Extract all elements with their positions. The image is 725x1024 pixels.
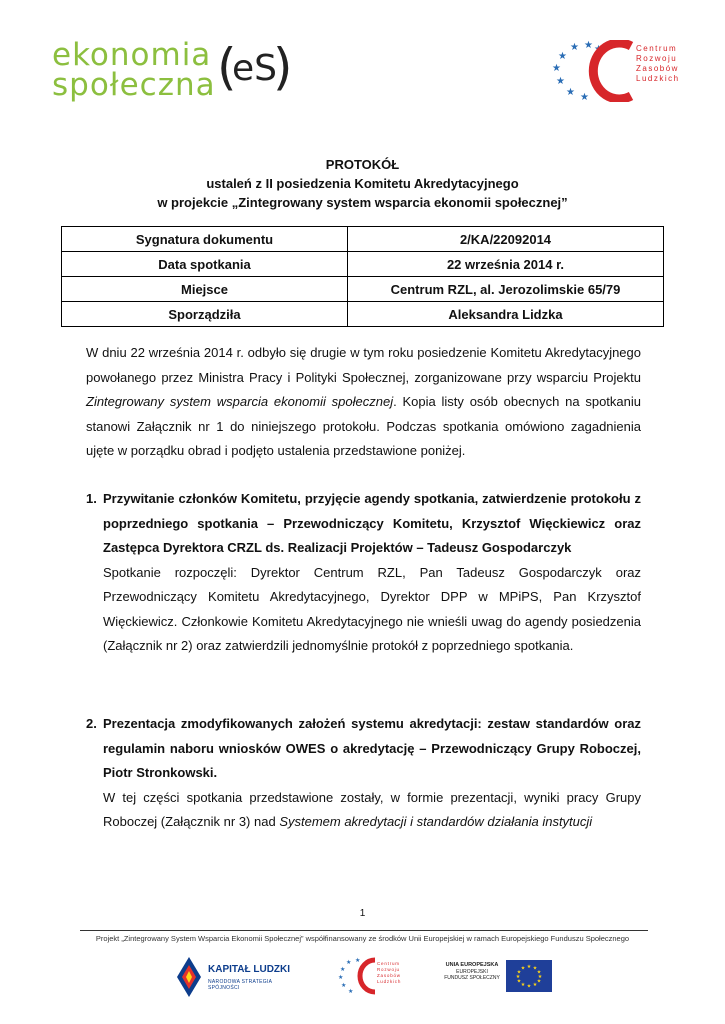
svg-text:★: ★ — [348, 988, 354, 995]
eu-text: UNIA EUROPEJSKA EUROPEJSKI FUNDUSZ SPOŁECZNY — [444, 962, 500, 981]
title-line-2: ustaleń z II posiedzenia Komitetu Akredytacyjnego — [206, 176, 519, 191]
svg-text:★: ★ — [515, 974, 521, 980]
table-cell-label: Miejsce — [62, 277, 348, 302]
svg-text:★: ★ — [537, 974, 543, 980]
svg-text:★: ★ — [526, 983, 532, 990]
table-cell-label: Sygnatura dokumentu — [62, 227, 348, 252]
eu-flag-icon — [506, 960, 552, 992]
info-table — [61, 226, 664, 327]
kapital-ludzki-title: KAPITAŁ LUDZKI — [208, 964, 291, 975]
table-row — [62, 252, 664, 277]
svg-text:★: ★ — [536, 969, 542, 976]
item-heading: Prezentacja zmodyfikowanych założeń systemu akredytacji: zestaw standardów oraz regulamin naboru wniosków OWES o akredytację – Przewodniczący Grupy Roboczej, Piotr Stronkowski. — [103, 716, 641, 780]
table-cell-value: Centrum RZL, al. Jerozolimskie 65/79 — [348, 277, 664, 302]
svg-text:★: ★ — [532, 982, 538, 988]
crzl-logo-small — [337, 956, 417, 996]
title-line-1: PROTOKÓŁ — [325, 157, 400, 172]
svg-text:★: ★ — [520, 965, 526, 972]
table-row — [62, 227, 664, 252]
item-heading: Przywitanie członków Komitetu, przyjęcie agendy spotkania, zatwierdzenie protokołu z poprzedniego spotkania – Przewodniczący Komitetu, Krzysztof Więckiewicz oraz Zastępca Dyrektora CRZL ds. Realizacji Projektów – Tadeusz Gospodarczyk — [103, 491, 641, 555]
table-cell-value: Aleksandra Lidzka — [348, 302, 664, 327]
crzl-stars-icon — [546, 40, 641, 102]
footer-project-note: Projekt „Zintegrowany System Wsparcia Ekonomii Społecznej” współfinansowany ze środków Unii Europejskiej w ramach Europejskiego Funduszu Społecznego — [95, 934, 630, 943]
svg-text:★: ★ — [346, 959, 352, 966]
eu-efs-logo — [442, 958, 552, 996]
svg-text:★: ★ — [552, 63, 561, 74]
svg-text:★: ★ — [556, 76, 565, 87]
table-cell-label: Sporządziła — [62, 302, 348, 327]
svg-text:★: ★ — [341, 982, 347, 989]
crzl-small-text: Centrum Rozwoju Zasobów Ludzkich — [377, 961, 402, 984]
project-name: Zintegrowany system wsparcia ekonomii społecznej — [86, 394, 394, 409]
svg-text:★: ★ — [580, 92, 589, 102]
item-body: W tej części spotkania przedstawione zostały, w formie prezentacji, wyniki pracy Grupy Roboczej (Załącznik nr 3) nad Systemem akredytacji i standardów działania instytucji — [103, 789, 641, 829]
agenda-item-2 — [86, 712, 641, 835]
svg-text:★: ★ — [566, 87, 575, 98]
document-title — [0, 155, 725, 212]
crzl-text: Centrum Rozwoju Zasobów Ludzkich — [636, 44, 680, 83]
item-number: 1. — [86, 491, 97, 506]
logo-es-line2: społeczna — [52, 67, 216, 103]
svg-text:★: ★ — [516, 978, 522, 985]
table-cell-label: Data spotkania — [62, 252, 348, 277]
svg-text:★: ★ — [594, 44, 603, 55]
kapital-ludzki-subtitle: NARODOWA STRATEGIA SPÓJNOŚCI — [208, 979, 273, 991]
table-row — [62, 302, 664, 327]
kapital-ludzki-logo — [175, 955, 305, 999]
title-line-3: w projekcie „Zintegrowany system wsparcia ekonomii społecznej” — [157, 195, 568, 210]
table-cell-value: 22 września 2014 r. — [348, 252, 664, 277]
svg-text:★: ★ — [532, 965, 538, 972]
intro-paragraph: W dniu 22 września 2014 r. odbyło się drugie w tym roku posiedzenie Komitetu Akredytacyjnego powołanego przez Ministra Pracy i Polityki Społecznej, zorganizowane przy wsparciu Projektu Zintegrowany system wsparcia ekonomii społecznej. Kopia listy osób obecnych na spotkaniu stanowi Załącznik nr 1 do niniejszego protokołu. Podczas spotkania omówiono zagadnienia ujęte w porządku obrad i podjęto ustalenia przedstawione poniżej. — [86, 345, 641, 458]
svg-text:★: ★ — [355, 957, 361, 964]
svg-text:★: ★ — [520, 982, 526, 988]
item-number: 2. — [86, 716, 97, 731]
item-body: Spotkanie rozpoczęli: Dyrektor Centrum RZL, Pan Tadeusz Gospodarczyk oraz Przewodniczący Komitetu Akredytacyjnego, Dyrektor DPP w MPiPS, Pan Krzysztof Więckiewicz. Członkowie Komitetu Akredytacyjnego nie wnieśli uwag do agendy posiedzenia (Załącznik nr 2) oraz zatwierdzili jednomyślnie protokół z poprzedniego spotkania. — [103, 564, 641, 653]
svg-text:★: ★ — [516, 969, 522, 976]
es-mark-icon: ( eS ) — [217, 38, 293, 96]
table-row — [62, 277, 664, 302]
logo-es-mark: eS — [232, 48, 277, 89]
crzl-logo — [546, 40, 696, 102]
svg-text:★: ★ — [340, 966, 346, 973]
svg-text:★: ★ — [584, 40, 593, 51]
crzl-small-stars-icon — [337, 956, 377, 996]
svg-text:★: ★ — [558, 51, 567, 62]
page-number: 1 — [359, 908, 366, 919]
svg-text:★: ★ — [536, 978, 542, 985]
agenda-item-1 — [86, 487, 641, 659]
table-cell-value: 2/KA/22092014 — [348, 227, 664, 252]
kapital-ludzki-icon — [175, 955, 205, 999]
svg-text:★: ★ — [570, 42, 579, 53]
logo-es-line1: ekonomia — [52, 37, 212, 73]
footer-divider — [80, 930, 648, 931]
svg-text:★: ★ — [338, 974, 344, 981]
svg-text:★: ★ — [526, 964, 532, 970]
ekonomia-spoleczna-logo — [52, 37, 293, 103]
